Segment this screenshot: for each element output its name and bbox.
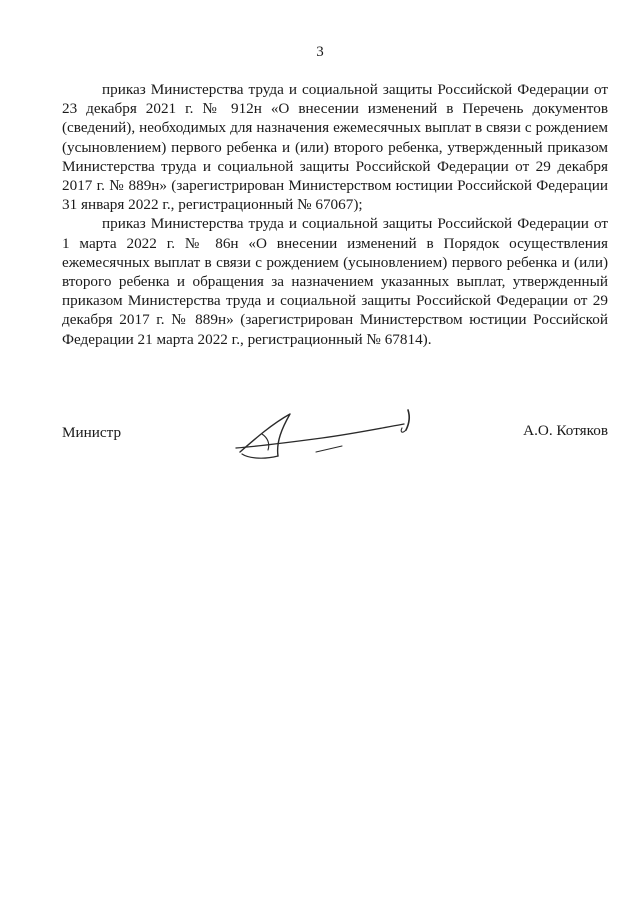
paragraph-order-86n: приказ Министерства труда и социальной защиты Российской Федерации от 1 марта 2022 г. № 86н «О внесении изменений в Порядок осуществления ежемесячных выплат в связи с рождением (усыновлением) первого ребенка и (или) второго ребенка и обращения за назначением указанных выплат, утвержденный приказом Министерства труда и социальной защиты Российской Федерации от 29 декабря 2017 г. № 889н» (зарегистрирован Министерством юстиции Российской Федерации 21 марта 2022 г., регистрационный № 67814). xyxy=(62,215,608,348)
signature-block xyxy=(62,420,608,470)
paragraph-order-912n: приказ Министерства труда и социальной защиты Российской Федерации от 23 декабря 2021 г. № 912н «О внесении изменений в Перечень документов (сведений), необходимых для назначения ежемесячных выплат в связи с рождением (усыновлением) первого ребенка и (или) второго ребенка, утвержденный приказом Министерства труда и социальной защиты Российской Федерации от 29 декабря 2017 г. № 889н» (зарегистрирован Министерством юстиции Российской Федерации 31 января 2022 г., регистрационный № 67067); xyxy=(62,81,608,214)
page-number: 3 xyxy=(316,44,324,60)
signatory-name: А.О. Котяков xyxy=(523,422,608,439)
handwritten-signature xyxy=(232,408,432,466)
document-body xyxy=(62,80,608,349)
signatory-role: Министр xyxy=(62,424,122,441)
